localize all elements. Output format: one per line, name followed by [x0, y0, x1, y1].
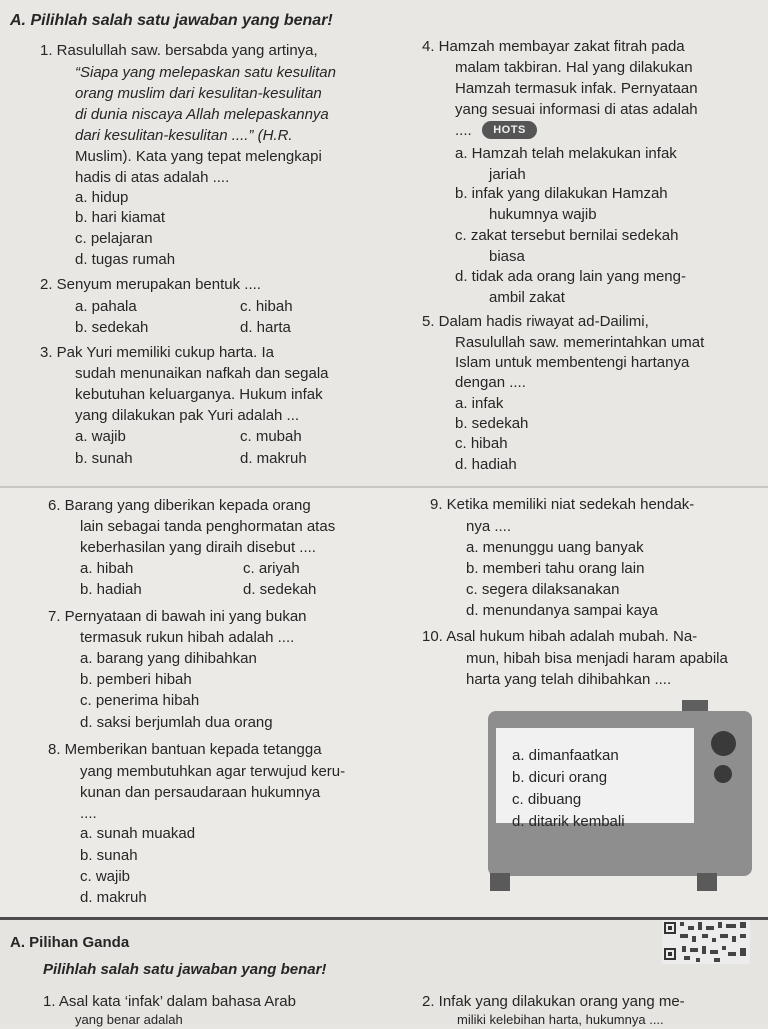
question-7-option[interactable]: d. saksi berjumlah dua orang — [80, 714, 273, 731]
question-10-option[interactable]: b. dicuri orang — [512, 769, 608, 786]
question-7-line: 7. Pernyataan di bawah ini yang bukan — [48, 608, 307, 625]
question-1-option[interactable]: c. pelajaran — [75, 230, 153, 247]
question-9-option[interactable]: d. menundanya sampai kaya — [466, 602, 658, 619]
question-3-line: 3. Pak Yuri memiliki cukup harta. Ia — [40, 344, 274, 361]
tv-knob-icon — [714, 765, 732, 783]
question-3-option[interactable]: b. sunah — [75, 450, 133, 467]
question-4-option[interactable]: d. tidak ada orang lain yang meng- — [455, 268, 686, 285]
question-10-option[interactable]: a. dimanfaatkan — [512, 747, 619, 764]
question-3-line: sudah menunaikan nafkah dan segala — [75, 365, 329, 382]
question-4-line: yang sesuai informasi di atas adalah — [455, 101, 698, 118]
question-6-option[interactable]: b. hadiah — [80, 581, 142, 598]
question-9-option[interactable]: c. segera dilaksanakan — [466, 581, 620, 598]
question-5-line: Rasulullah saw. memerintahkan umat — [455, 334, 705, 351]
question-1-option[interactable]: b. hari kiamat — [75, 209, 166, 226]
question-6-line: lain sebagai tanda penghormatan atas — [80, 518, 336, 535]
question-2-line-cut: miliki kelebihan harta, hukumnya .... — [457, 1012, 664, 1027]
question-4-option-continued: biasa — [489, 248, 525, 265]
question-9-line: nya .... — [466, 518, 512, 535]
question-5-line: dengan .... — [455, 374, 526, 391]
question-4-option-continued: ambil zakat — [489, 289, 565, 306]
question-3-option[interactable]: a. wajib — [75, 428, 126, 445]
question-8-option[interactable]: b. sunah — [80, 847, 138, 864]
question-4-option-continued: hukumnya wajib — [489, 206, 597, 223]
question-6-line: keberhasilan yang diraih disebut .... — [80, 539, 316, 556]
question-3-option[interactable]: d. makruh — [240, 450, 307, 467]
question-4-line: Hamzah termasuk infak. Pernyataan — [455, 80, 698, 97]
question-9-line: 9. Ketika memiliki niat sedekah hendak- — [430, 496, 695, 513]
question-2-option[interactable]: b. sedekah — [75, 319, 149, 336]
hots-badge: HOTS — [482, 121, 537, 139]
section-heading: A. Pilihlah salah satu jawaban yang benar! — [10, 12, 333, 29]
question-2-option[interactable]: a. pahala — [75, 298, 137, 315]
question-8-line: 8. Memberikan bantuan kepada tetangga — [48, 741, 322, 758]
question-9-option[interactable]: b. memberi tahu orang lain — [466, 560, 645, 577]
question-10-line: 10. Asal hukum hibah adalah mubah. Na- — [422, 628, 698, 645]
question-2-option[interactable]: d. harta — [240, 319, 291, 336]
tv-foot-illustration — [697, 873, 717, 891]
question-6-option[interactable]: a. hibah — [80, 560, 134, 577]
question-4-option[interactable]: c. zakat tersebut bernilai sedekah — [455, 227, 679, 244]
question-1-line: hadis di atas adalah .... — [75, 169, 230, 186]
question-3-line: kebutuhan keluarganya. Hukum infak — [75, 386, 323, 403]
question-4-option-continued: jariah — [489, 166, 526, 183]
tv-knob-icon — [711, 731, 736, 756]
question-10-option[interactable]: c. dibuang — [512, 791, 582, 808]
question-4-line: 4. Hamzah membayar zakat fitrah pada — [422, 38, 685, 55]
question-1-line: 1. Asal kata ‘infak’ dalam bahasa Arab — [43, 993, 296, 1010]
section-instruction: Pilihlah salah satu jawaban yang benar! — [43, 961, 327, 978]
question-5-option[interactable]: d. hadiah — [455, 456, 517, 473]
question-5-option[interactable]: a. infak — [455, 395, 504, 412]
question-2-line: 2. Infak yang dilakukan orang yang me- — [422, 993, 685, 1010]
question-3-option[interactable]: c. mubah — [240, 428, 302, 445]
question-2-line: 2. Senyum merupakan bentuk .... — [40, 276, 261, 293]
section-heading: A. Pilihan Ganda — [10, 934, 130, 951]
question-10-line: mun, hibah bisa menjadi haram apabila — [466, 650, 728, 667]
question-7-option[interactable]: c. penerima hibah — [80, 692, 200, 709]
question-4-line: .... — [455, 122, 472, 139]
question-3-line: yang dilakukan pak Yuri adalah ... — [75, 407, 300, 424]
question-8-option[interactable]: c. wajib — [80, 868, 131, 885]
question-6-line: 6. Barang yang diberikan kepada orang — [48, 497, 311, 514]
question-8-option[interactable]: d. makruh — [80, 889, 147, 906]
paper-fold-line — [0, 486, 768, 488]
question-1-line-cut: yang benar adalah — [75, 1012, 183, 1027]
question-8-line: yang membutuhkan agar terwujud keru- — [80, 763, 346, 780]
question-10-line: harta yang telah dihibahkan .... — [466, 671, 672, 688]
question-9-option[interactable]: a. menunggu uang banyak — [466, 539, 644, 556]
question-1-line: di dunia niscaya Allah melepaskannya — [75, 106, 329, 123]
question-6-option[interactable]: c. ariyah — [243, 560, 300, 577]
question-1-option[interactable]: a. hidup — [75, 189, 129, 206]
question-1-option[interactable]: d. tugas rumah — [75, 251, 176, 268]
tv-foot-illustration — [490, 873, 510, 891]
question-8-line: .... — [80, 805, 97, 822]
question-1-line: dari kesulitan-kesulitan ....” (H.R. — [75, 127, 293, 144]
question-4-option[interactable]: b. infak yang dilakukan Hamzah — [455, 185, 668, 202]
question-1-line: orang muslim dari kesulitan-kesulitan — [75, 85, 322, 102]
question-1-line: 1. Rasulullah saw. bersabda yang artinya, — [40, 42, 318, 59]
question-2-option[interactable]: c. hibah — [240, 298, 293, 315]
question-8-line: kunan dan persaudaraan hukumnya — [80, 784, 321, 801]
tv-antenna-illustration — [682, 700, 708, 711]
question-1-line: “Siapa yang melepaskan satu kesulitan — [75, 64, 336, 81]
question-10-option[interactable]: d. ditarik kembali — [512, 813, 625, 830]
question-5-line: 5. Dalam hadis riwayat ad-Dailimi, — [422, 313, 649, 330]
question-4-option[interactable]: a. Hamzah telah melakukan infak — [455, 145, 677, 162]
paper-fold-line — [0, 917, 768, 920]
question-4-line: malam takbiran. Hal yang dilakukan — [455, 59, 693, 76]
question-7-line: termasuk rukun hibah adalah .... — [80, 629, 295, 646]
question-7-option[interactable]: a. barang yang dihibahkan — [80, 650, 257, 667]
question-5-option[interactable]: c. hibah — [455, 435, 508, 452]
question-1-line: Muslim). Kata yang tepat melengkapi — [75, 148, 322, 165]
question-7-option[interactable]: b. pemberi hibah — [80, 671, 192, 688]
question-5-option[interactable]: b. sedekah — [455, 415, 529, 432]
question-8-option[interactable]: a. sunah muakad — [80, 825, 196, 842]
question-6-option[interactable]: d. sedekah — [243, 581, 317, 598]
qr-code-icon — [662, 920, 750, 964]
question-5-line: Islam untuk membentengi hartanya — [455, 354, 690, 371]
